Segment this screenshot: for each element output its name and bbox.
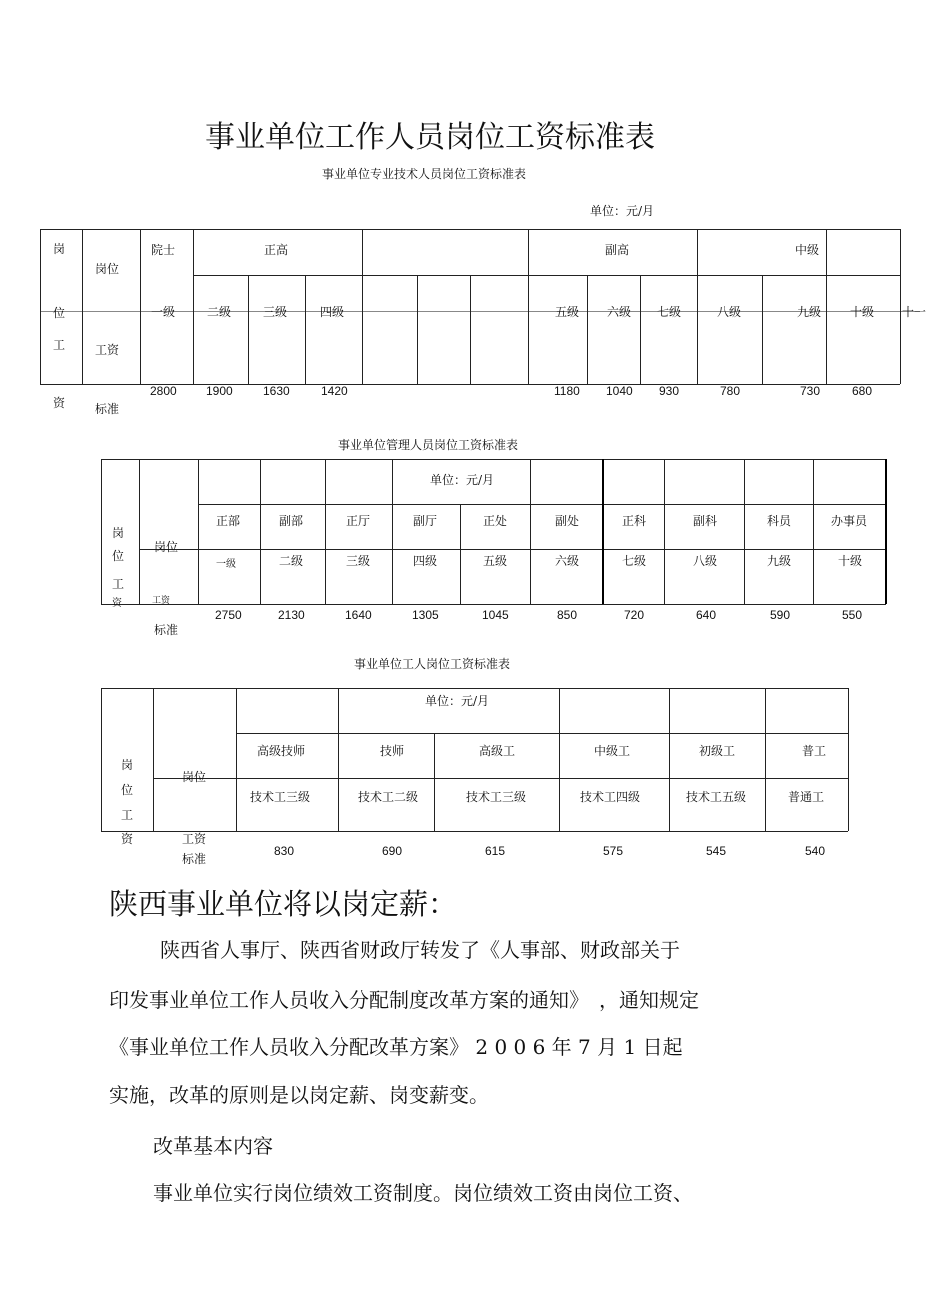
mgmt-grade: 三级 [346, 554, 371, 568]
mgmt-wage-label: 工资 [152, 596, 171, 606]
mgmt-row-label-3: 工 [112, 577, 125, 591]
article-paragraph-line: 《事业单位工作人员收入分配改革方案》 2 0 0 6 年 7 月 1 日起 [109, 1035, 683, 1059]
worker-post: 初级工 [699, 744, 736, 758]
mgmt-row-label-4: 资 [112, 598, 122, 609]
worker-value: 690 [382, 844, 403, 858]
tech-grade: 五级 [555, 305, 580, 319]
mgmt-post: 副处 [555, 514, 580, 528]
tech-cat-mid: 中级 [795, 243, 820, 257]
mgmt-post: 副科 [693, 514, 718, 528]
mgmt-grade: 八级 [693, 554, 718, 568]
tech-value: 730 [800, 384, 821, 398]
tech-grade: 十一 [902, 305, 926, 319]
mgmt-value: 720 [624, 608, 645, 622]
article-paragraph-line: 实施，改革的原则是以岗定薪、岗变薪变。 [109, 1083, 489, 1107]
mgmt-grade: 七级 [622, 554, 647, 568]
mgmt-post: 正科 [622, 514, 647, 528]
article-paragraph-line: 印发事业单位工作人员收入分配制度改革方案的通知》 ，通知规定 [109, 988, 699, 1012]
mgmt-grade: 四级 [413, 554, 438, 568]
mgmt-grade: 二级 [279, 554, 304, 568]
tech-grade: 八级 [717, 305, 742, 319]
worker-post: 普工 [802, 744, 827, 758]
mgmt-value: 1045 [482, 608, 509, 622]
tech-cat-vice: 副高 [605, 243, 630, 257]
tech-row-label-4: 资 [53, 396, 66, 410]
mgmt-post: 副厅 [413, 514, 438, 528]
worker-grade: 技术工二级 [358, 790, 419, 804]
worker-post: 技师 [380, 744, 405, 758]
mgmt-value: 590 [770, 608, 791, 622]
tech-grade: 十级 [850, 305, 875, 319]
worker-post: 高级工 [479, 744, 516, 758]
mgmt-grade: 五级 [483, 554, 508, 568]
tech-value: 1040 [606, 384, 633, 398]
page-title: 事业单位工作人员岗位工资标准表 [205, 120, 655, 155]
tech-grade: 二级 [207, 305, 232, 319]
tech-value: 1420 [321, 384, 348, 398]
tech-subtitle: 事业单位专业技术人员岗位工资标准表 [322, 167, 527, 181]
worker-wage-label: 工资 [182, 832, 207, 846]
worker-grade: 技术工五级 [686, 790, 747, 804]
mgmt-value: 850 [557, 608, 578, 622]
mgmt-value: 1305 [412, 608, 439, 622]
worker-post: 高级技师 [257, 744, 306, 758]
mgmt-value: 550 [842, 608, 863, 622]
mgmt-row-label-1: 岗 [112, 526, 125, 540]
article-paragraph-line: 陕西省人事厅、陕西省财政厅转发了《人事部、财政部关于 [160, 938, 680, 962]
tech-value: 930 [659, 384, 680, 398]
tech-cat-academician: 院士 [151, 243, 176, 257]
tech-grade: 六级 [607, 305, 632, 319]
tech-grade: 七级 [657, 305, 682, 319]
mgmt-post: 办事员 [831, 514, 868, 528]
mgmt-unit: 单位：元/月 [430, 473, 495, 487]
worker-unit: 单位：元/月 [425, 694, 490, 708]
tech-row-label-2: 位 [53, 306, 66, 320]
worker-row-label-1: 岗 [121, 758, 134, 772]
worker-value: 545 [706, 844, 727, 858]
worker-row-label-3: 工 [121, 808, 134, 822]
mgmt-value: 2130 [278, 608, 305, 622]
tech-wage-label: 工资 [95, 343, 120, 357]
mgmt-grade: 六级 [555, 554, 580, 568]
article-subheading: 改革基本内容 [153, 1134, 273, 1158]
worker-grade: 技术工四级 [580, 790, 641, 804]
tech-row-label-3: 工 [53, 338, 66, 352]
mgmt-std-label: 标准 [154, 623, 179, 637]
mgmt-subtitle: 事业单位管理人员岗位工资标准表 [338, 438, 519, 452]
mgmt-value: 1640 [345, 608, 372, 622]
worker-grade: 技术工三级 [466, 790, 527, 804]
tech-grade: 四级 [320, 305, 345, 319]
tech-grade: 九级 [797, 305, 822, 319]
tech-value: 2800 [150, 384, 177, 398]
tech-row-label-1: 岗 [53, 242, 66, 256]
mgmt-grade: 十级 [838, 554, 863, 568]
mgmt-post: 科员 [767, 514, 792, 528]
mgmt-post-label: 岗位 [154, 540, 179, 554]
mgmt-value: 640 [696, 608, 717, 622]
mgmt-post: 正厅 [346, 514, 371, 528]
tech-grade: 一级 [151, 305, 176, 319]
worker-grade: 普通工 [788, 790, 825, 804]
worker-subtitle: 事业单位工人岗位工资标准表 [354, 657, 511, 671]
mgmt-post: 副部 [279, 514, 304, 528]
tech-cat-senior: 正高 [264, 243, 289, 257]
worker-row-label-2: 位 [121, 783, 134, 797]
tech-post-label: 岗位 [95, 262, 120, 276]
worker-value: 540 [805, 844, 826, 858]
worker-row-label-4: 资 [121, 832, 134, 846]
mgmt-post: 正处 [483, 514, 508, 528]
mgmt-row-label-2: 位 [112, 549, 125, 563]
tech-std-label: 标准 [95, 402, 120, 416]
worker-std-label: 标准 [182, 852, 207, 866]
worker-post: 中级工 [594, 744, 631, 758]
tech-value: 780 [720, 384, 741, 398]
tech-value: 680 [852, 384, 873, 398]
mgmt-grade: 九级 [767, 554, 792, 568]
mgmt-grade: 一级 [216, 559, 236, 570]
tech-unit: 单位：元/月 [590, 204, 655, 218]
mgmt-value: 2750 [215, 608, 242, 622]
worker-grade: 技术工三级 [250, 790, 311, 804]
worker-post-label: 岗位 [182, 770, 207, 784]
article-paragraph-line: 事业单位实行岗位绩效工资制度。岗位绩效工资由岗位工资、 [153, 1181, 693, 1205]
tech-value: 1630 [263, 384, 290, 398]
tech-grade: 三级 [263, 305, 288, 319]
mgmt-post: 正部 [216, 514, 241, 528]
tech-value: 1180 [554, 384, 580, 398]
tech-value: 1900 [206, 384, 233, 398]
worker-value: 575 [603, 844, 624, 858]
worker-value: 830 [274, 844, 295, 858]
article-heading: 陕西事业单位将以岗定薪： [109, 887, 458, 921]
worker-value: 615 [485, 844, 506, 858]
